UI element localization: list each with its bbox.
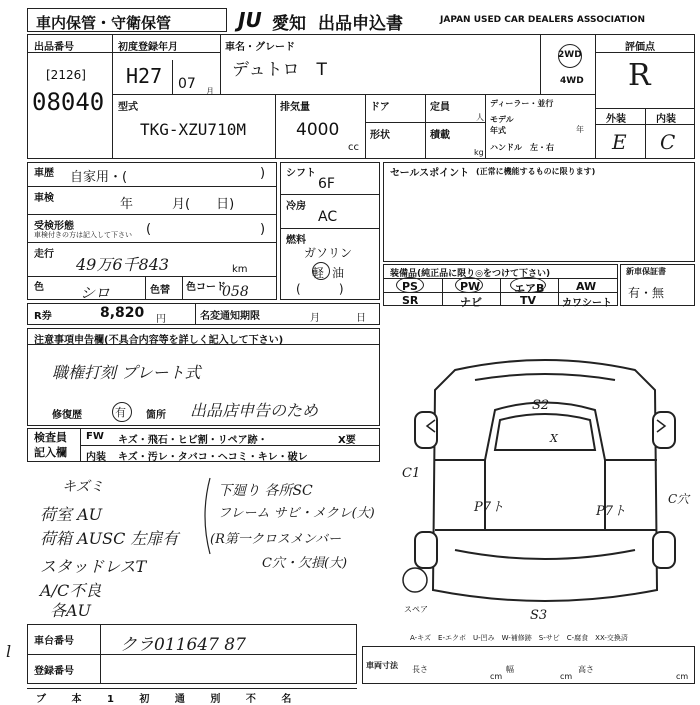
hand-left-2: 荷箱 AUSC 左扉有 — [40, 529, 179, 548]
hand-left-4: A/C不良 — [40, 581, 102, 600]
diagram-label-p7-left: P7ト — [474, 500, 505, 515]
diagram-label-c1: C1 — [402, 466, 421, 481]
location-label: 箇所 — [146, 410, 166, 421]
recycle-label: R券 — [34, 311, 52, 322]
chassis-value: クラ011647 87 — [120, 635, 246, 655]
bottom-cell-4: 通 — [174, 694, 185, 705]
warranty-value: 有・無 — [628, 286, 665, 300]
shaken-label: 車検 — [34, 193, 54, 204]
recycle-unit: 円 — [156, 314, 166, 325]
ju-logo — [238, 8, 262, 32]
notes-line1: 職権打刻 プレート式 — [52, 363, 201, 382]
model-label: 型式 — [118, 102, 138, 113]
name-change-day: 日 — [356, 313, 366, 324]
lot-label: 出品番号 — [34, 42, 74, 53]
equip-tv: TV — [520, 294, 537, 307]
equip-ps: PS — [402, 280, 418, 293]
mileage-label: 走行 — [34, 249, 54, 260]
sales-point-note: (正常に機能するものに限ります) — [476, 167, 596, 176]
equip-navi: ナビ — [460, 296, 482, 309]
fuel-sub: 軽 — [312, 266, 325, 280]
approval-close: ) — [260, 222, 266, 237]
fw-items: キズ・飛石・ヒビ割・リペア跡・ — [118, 435, 268, 446]
hand-left-3: スタッドレスT — [40, 557, 147, 576]
hand-left-5: 各AU — [50, 601, 92, 620]
name-change-month: 月 — [310, 313, 320, 324]
sales-point-label: セールスポイント — [390, 168, 470, 179]
hand-bracket — [196, 476, 212, 556]
interior-value: C — [660, 130, 676, 154]
displacement-label: 排気量 — [280, 102, 310, 113]
mileage-unit: km — [232, 264, 248, 275]
diagram-label-s2: S2 — [532, 398, 550, 413]
location-value: 出品店申告のため — [190, 401, 319, 420]
header-title-left: 車内保管・守衛保管 — [36, 14, 172, 32]
color-code-label: 色コード — [186, 282, 226, 293]
interior-insp-items: キズ・汚レ・タバコ・ヘコミ・キレ・破レ — [118, 452, 308, 463]
bottom-cell-5: 別 — [210, 694, 221, 705]
fuel-circle — [312, 262, 330, 280]
shift-label: シフト — [286, 168, 316, 179]
equip-sr: SR — [402, 294, 419, 307]
equip-seat: カワシート — [562, 298, 612, 309]
bottom-cell-6: 不 — [245, 694, 256, 705]
spare-label: スペア — [404, 605, 428, 614]
registration-month-unit: 月 — [206, 87, 214, 96]
exterior-label: 外装 — [606, 114, 626, 125]
inspector-label: 検査員記入欄 — [34, 431, 67, 459]
bottom-cell-3: 初 — [139, 694, 150, 705]
load-unit: kg — [474, 148, 484, 157]
hand-left-1: 荷室 AU — [40, 505, 103, 524]
shift-value: 6F — [318, 176, 335, 192]
vehicle-diagram — [395, 350, 695, 640]
fuel-value: ガソリン — [304, 246, 353, 260]
dimension-label: 車両寸法 — [366, 661, 398, 670]
diagram-label-p7-right: P7ト — [596, 504, 627, 519]
bottom-cell-7: 名 — [281, 694, 292, 705]
org-name: 愛知 — [272, 14, 306, 34]
diagram-label-s3: S3 — [530, 608, 548, 623]
registration-year: H27 — [126, 64, 163, 88]
lot-number: 08040 — [32, 88, 105, 116]
diagram-label-x: X — [550, 432, 558, 445]
cooler-value: AC — [318, 209, 338, 225]
header-title-box — [27, 8, 227, 32]
logo-mark: JU — [238, 8, 262, 32]
car-name-label: 車名・グレード — [225, 42, 295, 53]
rating-label: 評価点 — [625, 42, 655, 53]
equipment-label: 装備品(純正品に限り◎をつけて下さい) — [390, 269, 551, 279]
hand-right-3: C穴・欠損(大) — [262, 556, 348, 571]
history-close: ) — [260, 166, 266, 181]
cm-unit-1: cm — [490, 672, 503, 681]
capacity-label: 定員 — [430, 102, 450, 113]
bottom-cell-2: 1 — [106, 694, 114, 705]
bottom-cell-0: ブ — [36, 694, 46, 705]
repaint-label: 色替 — [150, 285, 170, 296]
year-unit: 年 — [576, 125, 584, 134]
drive-4wd: 4WD — [560, 76, 584, 86]
margin-mark: l — [6, 642, 12, 661]
approval-open: ( — [146, 222, 152, 237]
hand-right-2: (R第一クロスメンバー — [210, 532, 341, 547]
bottom-cell-1: 本 — [71, 694, 82, 705]
cm-unit-2: cm — [560, 672, 573, 681]
model-value: TKG-XZU710M — [140, 120, 246, 139]
displacement-value: 4000 — [296, 120, 340, 140]
fuel-label: 燃料 — [286, 235, 306, 246]
height-label: 高さ — [578, 665, 594, 674]
shaken-value: 年 月( 日) — [120, 197, 235, 212]
exterior-value: E — [612, 130, 627, 154]
fuel-paren: ( ) — [296, 282, 344, 296]
shape-label: 形状 — [370, 130, 390, 141]
fw-label: FW — [86, 431, 104, 442]
equip-pw-circle — [455, 277, 483, 293]
diagram-label-c-ana: C穴 — [668, 492, 690, 506]
cooler-label: 冷房 — [286, 201, 306, 212]
fuel-sub2: 油 — [332, 266, 345, 280]
lot-sub-number: [2126] — [46, 68, 86, 82]
cm-unit-3: cm — [676, 672, 689, 681]
rating-value: R — [628, 58, 651, 93]
length-label: 長さ — [412, 665, 428, 674]
hand-left-0: キズミ — [62, 479, 104, 495]
drive-2wd: 2WD — [558, 50, 582, 60]
equip-pw: PW — [460, 280, 481, 293]
form-name: 出品申込書 — [318, 14, 403, 34]
color-code-value: 058 — [222, 284, 249, 300]
hand-right-0: 下廻り 各所SC — [218, 483, 313, 499]
recycle-value: 8,820 — [100, 305, 145, 321]
interior-insp-label: 内装 — [86, 452, 106, 463]
capacity-unit: 人 — [476, 113, 484, 122]
diagram-legend: A-キズ E-エクボ U-凹み W-補修跡 S-サビ C-腐食 XX-交換済 — [410, 634, 628, 642]
fw-circled: X要 — [338, 435, 356, 446]
bottom-row — [36, 690, 291, 705]
color-value: シロ — [80, 284, 111, 302]
handle-label: ハンドル 左・右 — [490, 143, 554, 152]
mileage-value: 49万6千843 — [76, 255, 170, 274]
door-label: ドア — [370, 102, 390, 113]
org-english: JAPAN USED CAR DEALERS ASSOCIATION — [440, 15, 645, 25]
equip-aw: AW — [576, 280, 597, 293]
notes-header: 注意事項申告欄(不具合内容等を詳しく記入して下さい) — [34, 335, 284, 346]
repair-label: 修復歴 — [52, 410, 82, 421]
warranty-label: 新車保証書 — [626, 267, 666, 276]
chassis-label: 車台番号 — [34, 636, 74, 647]
load-label: 積載 — [430, 130, 450, 141]
history-label: 車歴 — [34, 168, 54, 179]
interior-label: 内装 — [656, 114, 676, 125]
car-name-value: デュトロ T — [232, 60, 327, 80]
approval-label: 受検形態 — [34, 221, 74, 232]
hand-right-1: フレーム サビ・メクレ(大) — [218, 506, 375, 521]
registration-label: 初度登録年月 — [118, 42, 178, 53]
dealer-label: ディーラー・並行 — [490, 99, 554, 108]
displacement-unit: cc — [348, 142, 359, 153]
registration-month: 07 — [178, 76, 196, 92]
approval-note: 車検付きの方は記入して下さい — [34, 231, 132, 239]
history-value: 自家用・( — [70, 170, 128, 185]
reg-label: 登録番号 — [34, 666, 74, 677]
width-label: 幅 — [506, 665, 514, 674]
equip-airbag: エアB — [514, 282, 545, 295]
equip-ps-circle — [396, 277, 424, 293]
model-year-label: モデル年式 — [490, 115, 514, 135]
repair-value: 有 — [115, 406, 126, 419]
equip-airbag-circle — [510, 277, 546, 293]
name-change-label: 名変通知期限 — [200, 311, 260, 322]
color-label: 色 — [34, 282, 44, 293]
